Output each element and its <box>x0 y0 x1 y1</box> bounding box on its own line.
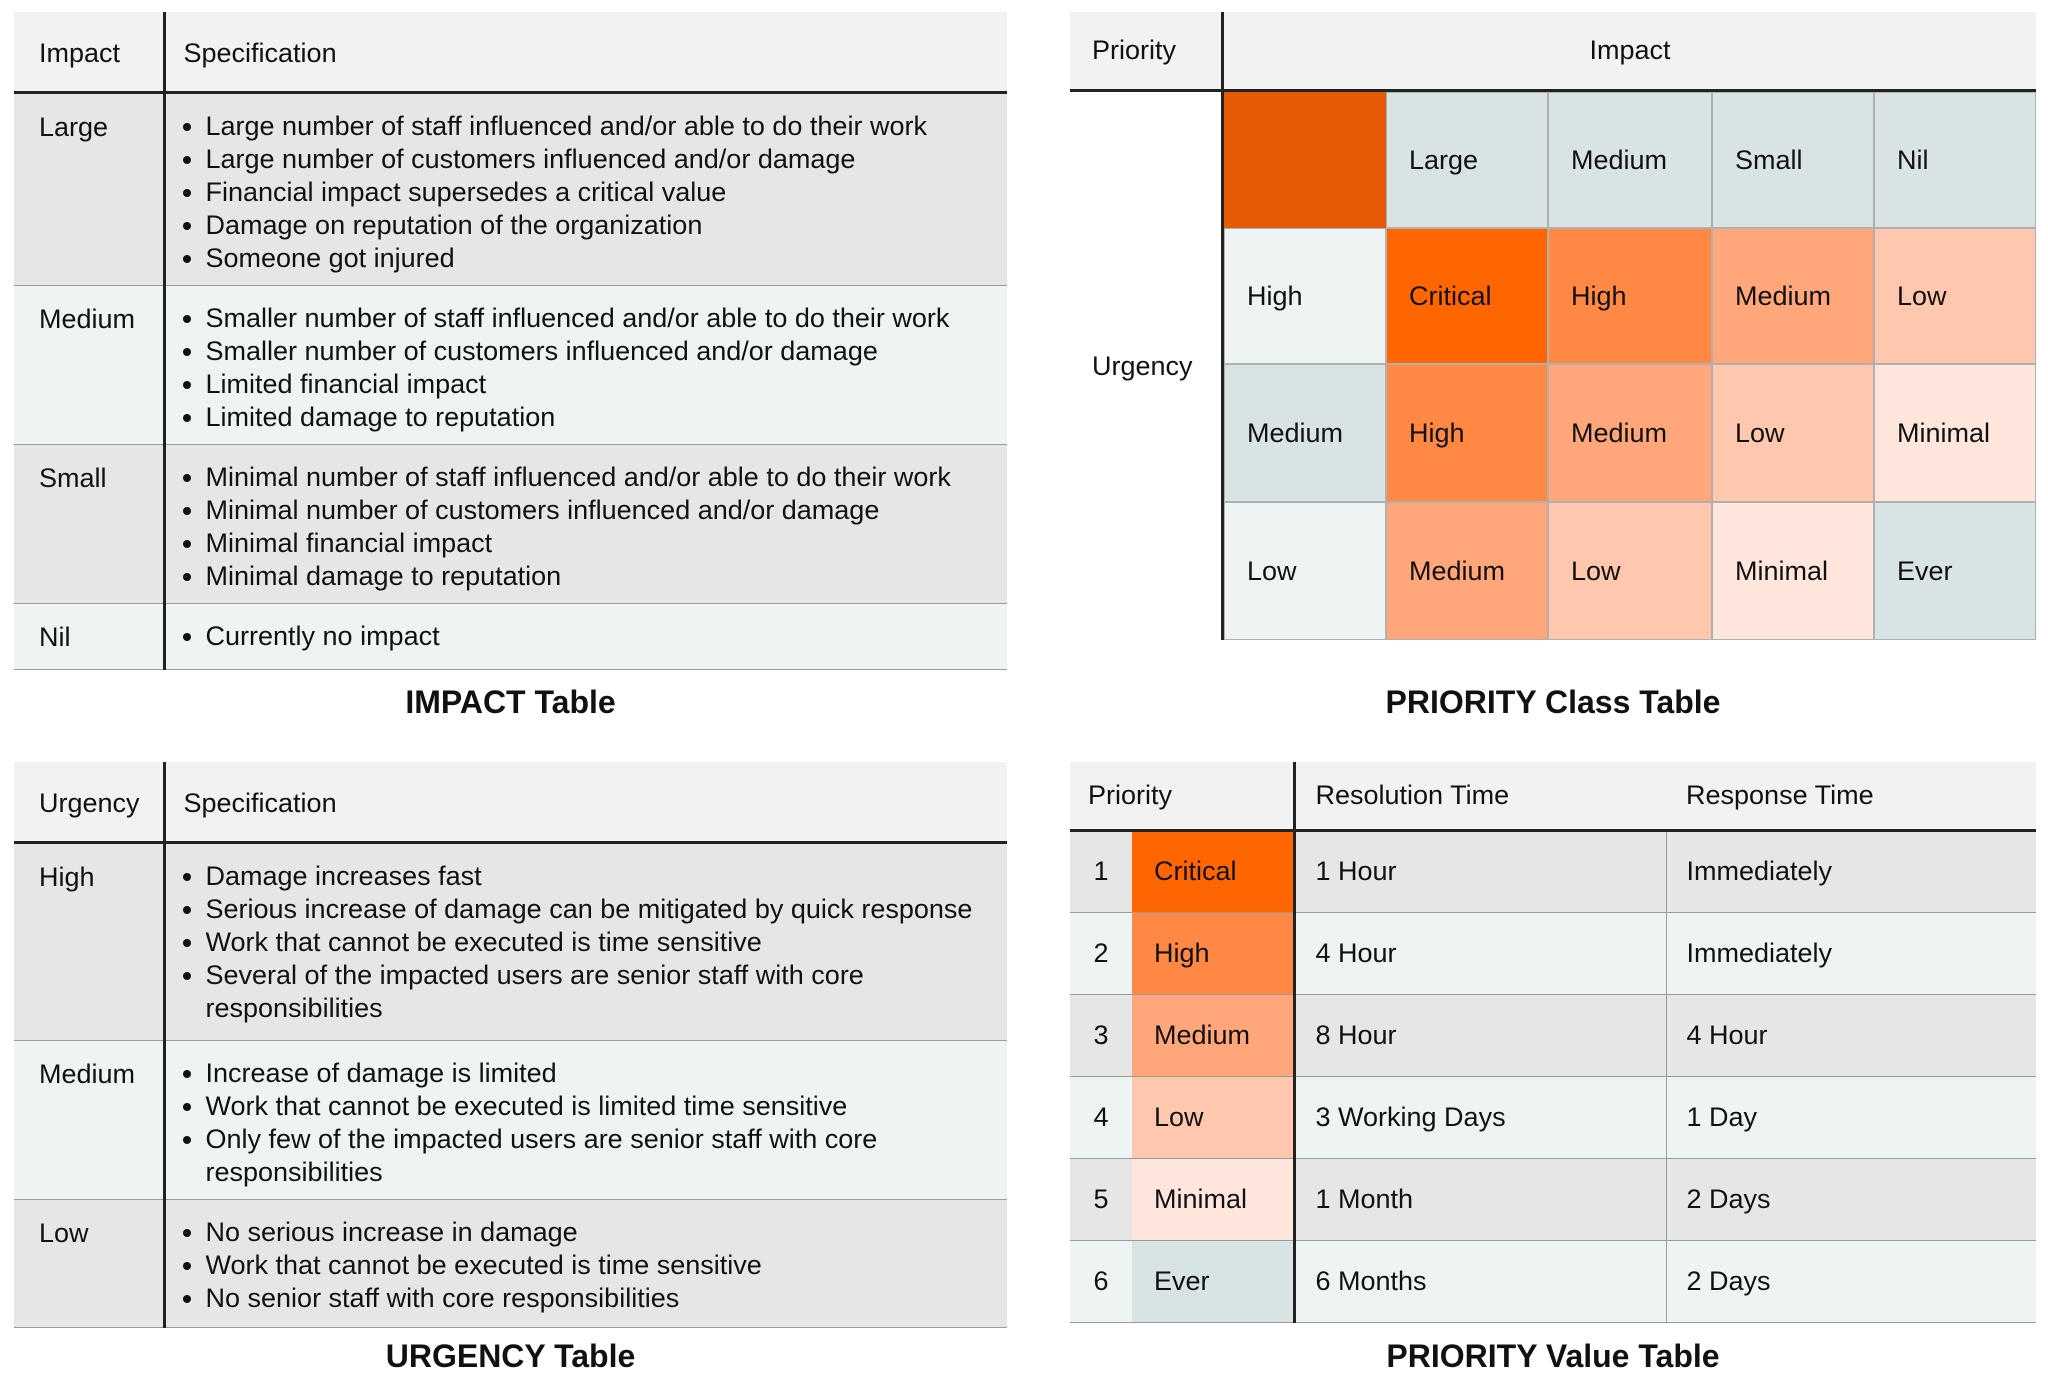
priority-header-label: Priority <box>1088 779 1173 810</box>
urgency-row-medium <box>14 1040 1007 1199</box>
priority-cell: Minimal <box>1712 502 1874 640</box>
table-row <box>1070 1076 2036 1158</box>
priority-class-cell: Ever <box>1132 1240 1294 1322</box>
spec-item: • Large number of staff influenced and/or able to do their work <box>206 110 996 143</box>
table-row <box>1070 1240 2036 1322</box>
spec-item: • Work that cannot be executed is time sensitive <box>206 926 996 959</box>
priority-class-table-caption: PRIORITY Class Table <box>1385 684 1721 720</box>
matrix-corner-cell <box>1224 92 1386 228</box>
urgency-row-label: High <box>14 842 164 1040</box>
urgency-table-header <box>14 762 1007 842</box>
resolution-time-cell: 8 Hour <box>1294 994 1666 1076</box>
spec-item: • Limited damage to reputation <box>206 401 996 434</box>
priority-class-table <box>1070 12 2036 640</box>
priority-value-table-caption: PRIORITY Value Table <box>1386 1338 1720 1374</box>
spec-item: • Minimal damage to reputation <box>206 560 996 593</box>
urgency-table <box>14 762 1007 1328</box>
impact-table <box>14 12 1007 670</box>
impact-row-medium <box>14 285 1007 444</box>
spec-item: • Minimal financial impact <box>206 527 996 560</box>
specification-header-label: Specification <box>183 788 337 818</box>
impact-header-label: Impact <box>14 12 164 92</box>
spec-item: • Smaller number of staff influenced and/or able to do their work <box>206 302 996 335</box>
spec-item: • Minimal number of staff influenced and/or able to do their work <box>206 461 996 494</box>
response-time-cell: Immediately <box>1666 830 2036 912</box>
impact-row-label: Nil <box>14 603 164 669</box>
impact-level-small: Small <box>1712 92 1874 228</box>
priority-class-cell: Low <box>1132 1076 1294 1158</box>
priority-class-cell: High <box>1132 912 1294 994</box>
urgency-level-high: High <box>1224 228 1386 364</box>
table-row <box>1070 1158 2036 1240</box>
spec-item: • Increase of damage is limited <box>206 1057 996 1090</box>
priority-class-cell: Critical <box>1132 830 1294 912</box>
impact-row-large <box>14 92 1007 285</box>
priority-cell: Medium <box>1548 364 1712 502</box>
impact-row-label: Small <box>14 444 164 603</box>
spec-item: • Limited financial impact <box>206 368 996 401</box>
priority-number: 1 <box>1093 856 1109 886</box>
impact-level-medium: Medium <box>1548 92 1712 228</box>
spec-item: • Smaller number of customers influenced and/or damage <box>206 335 996 368</box>
priority-cell: High <box>1548 228 1712 364</box>
specification-header-label: Specification <box>183 38 337 68</box>
resolution-time-cell: 4 Hour <box>1294 912 1666 994</box>
urgency-row-low <box>14 1199 1007 1327</box>
spec-item: • No senior staff with core responsibilities <box>206 1282 996 1315</box>
table-row <box>1070 830 2036 912</box>
priority-class-cell: Medium <box>1132 994 1294 1076</box>
spec-item: • Someone got injured <box>206 242 996 275</box>
resolution-time-header: Resolution Time <box>1294 762 1666 830</box>
priority-value-header <box>1070 762 2036 830</box>
priority-cell: Low <box>1712 364 1874 502</box>
response-time-cell: 1 Day <box>1666 1076 2036 1158</box>
response-time-header: Response Time <box>1686 779 1874 810</box>
priority-cell: Ever <box>1874 502 2036 640</box>
response-time-cell: Immediately <box>1666 912 2036 994</box>
priority-cell: Medium <box>1712 228 1874 364</box>
spec-item: • Serious increase of damage can be mitigated by quick response <box>206 893 996 926</box>
urgency-header-label: Urgency <box>14 762 164 842</box>
priority-cell: Critical <box>1386 228 1548 364</box>
resolution-time-cell: 1 Month <box>1294 1158 1666 1240</box>
spec-item: • Only few of the impacted users are senior staff with core responsibilities <box>206 1123 996 1189</box>
priority-cell: Minimal <box>1874 364 2036 502</box>
priority-number: 6 <box>1093 1265 1109 1296</box>
response-time-cell: 4 Hour <box>1666 994 2036 1076</box>
impact-level-nil: Nil <box>1874 92 2036 228</box>
impact-table-header <box>14 12 1007 92</box>
impact-row-nil <box>14 603 1007 669</box>
priority-class-cell: Minimal <box>1132 1158 1294 1240</box>
spec-item: • Work that cannot be executed is limited time sensitive <box>206 1090 996 1123</box>
priority-cell: Low <box>1548 502 1712 640</box>
priority-number: 4 <box>1093 1101 1109 1132</box>
resolution-time-cell: 6 Months <box>1294 1240 1666 1322</box>
spec-item: • Damage on reputation of the organization <box>206 209 996 242</box>
spec-item: • Work that cannot be executed is time sensitive <box>206 1249 996 1282</box>
urgency-row-high <box>14 842 1007 1040</box>
response-time-cell: 2 Days <box>1666 1240 2036 1322</box>
impact-header-label: Impact <box>1224 12 2036 92</box>
priority-cell: Medium <box>1386 502 1548 640</box>
urgency-level-low: Low <box>1224 502 1386 640</box>
table-row <box>1070 994 2036 1076</box>
spec-item: • No serious increase in damage <box>206 1216 996 1249</box>
priority-value-table <box>1070 762 2036 1323</box>
urgency-row-label: Low <box>14 1199 164 1327</box>
spec-item: • Damage increases fast <box>206 860 996 893</box>
impact-row-label: Large <box>14 92 164 285</box>
table-row <box>1070 912 2036 994</box>
spec-item: • Several of the impacted users are senior staff with core responsibilities <box>206 959 996 1025</box>
priority-number: 3 <box>1093 1019 1109 1050</box>
response-time-cell: 2 Days <box>1666 1158 2036 1240</box>
spec-item: • Financial impact supersedes a critical value <box>206 176 996 209</box>
resolution-time-cell: 3 Working Days <box>1294 1076 1666 1158</box>
urgency-table-caption: URGENCY Table <box>385 1338 636 1374</box>
priority-cell: Low <box>1874 228 2036 364</box>
urgency-level-medium: Medium <box>1224 364 1386 502</box>
priority-number: 2 <box>1093 937 1109 968</box>
spec-item: • Large number of customers influenced and/or damage <box>206 143 996 176</box>
spec-item: • Currently no impact <box>206 620 996 653</box>
impact-row-label: Medium <box>14 285 164 444</box>
urgency-side-label: Urgency <box>1070 92 1224 640</box>
resolution-time-cell: 1 Hour <box>1294 830 1666 912</box>
impact-row-small <box>14 444 1007 603</box>
impact-level-large: Large <box>1386 92 1548 228</box>
priority-header-label: Priority <box>1070 12 1224 92</box>
priority-cell: High <box>1386 364 1548 502</box>
urgency-row-label: Medium <box>14 1040 164 1199</box>
impact-table-caption: IMPACT Table <box>405 684 616 720</box>
spec-item: • Minimal number of customers influenced and/or damage <box>206 494 996 527</box>
priority-number: 5 <box>1093 1183 1109 1214</box>
